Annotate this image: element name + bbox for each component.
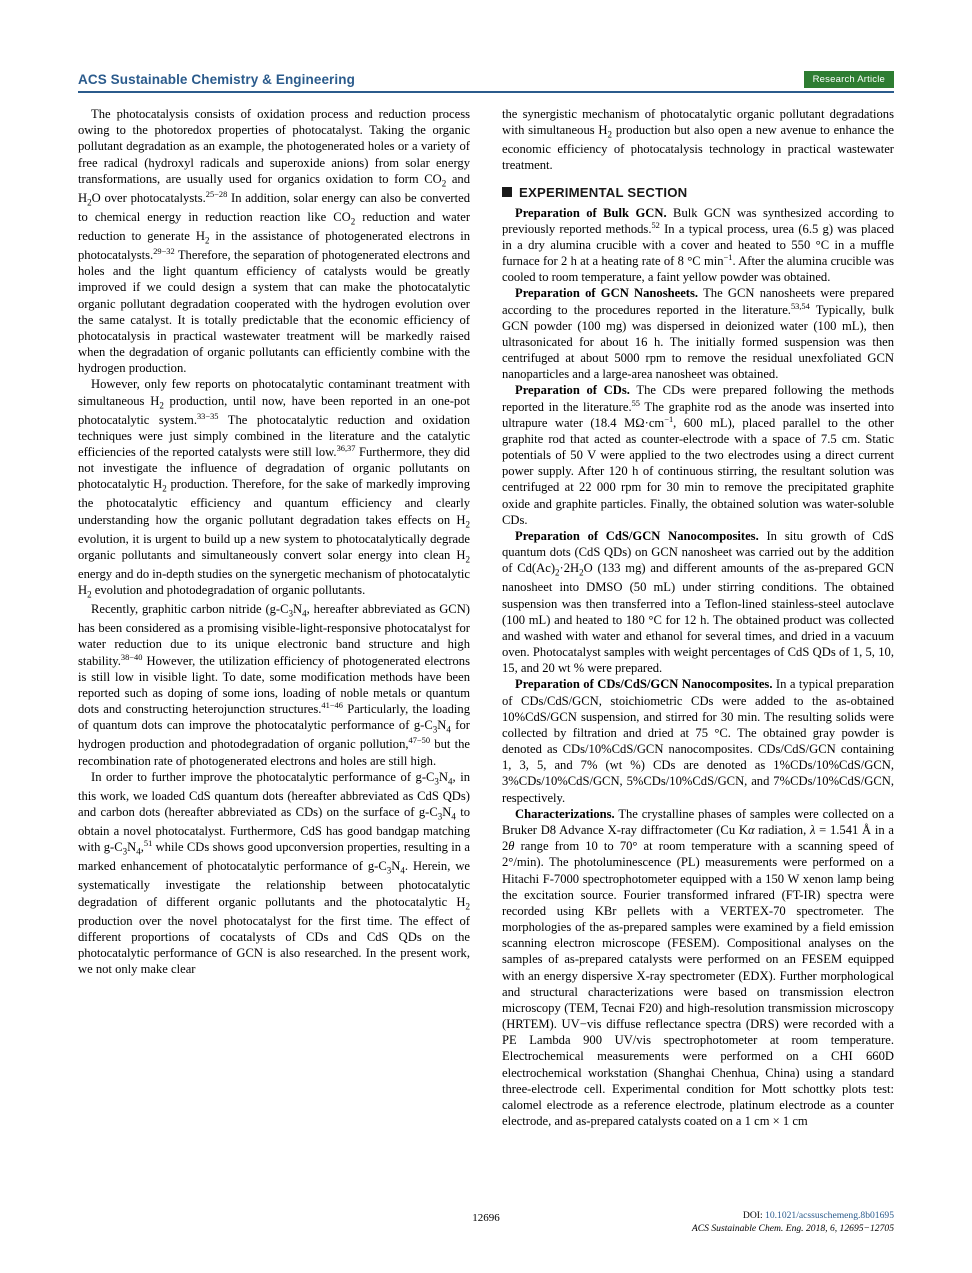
section-heading-experimental xyxy=(502,185,894,202)
footer-doi-block xyxy=(692,1210,894,1236)
page-number: 12696 xyxy=(472,1212,500,1224)
header-rule xyxy=(78,91,894,93)
doi-label: DOI: xyxy=(742,1210,763,1221)
subsection-cds-cds-gcn-nanocomposites: Preparation of CDs/CdS/GCN Nanocomposites. In a typical preparation of CDs/CdS/GCN, stoichiometric CDs were added to the as-obtained 10%CdS/GCN suspension, and stirred for 30 min. The resulting solids were collected by filtration and dried at 75 °C. The obtained gray powder is denoted as CDs/10%CdS/GCN nanocomposites. CDs/CdS/GCN containing 1, 3, 5, and 7% (wt %) CDs are denoted as 1%CDs/10%CdS/GCN, 3%CDs/10%CdS/GCN, 5%CDs/10%CdS/GCN, and 7%CDs/10%CdS/GCN, respectively. xyxy=(502,677,894,805)
paragraph-intro-3: Recently, graphitic carbon nitride ($g-C_3N_4$, hereafter abbreviated as GCN) has been considered as a promising visible-light-responsive photocatalyst for water reduction due to its unique electronic band structure and high stability.$^{38-40}$ However, the utilization efficiency of photogenerated electrons is still low in visible light. To date, some modification methods have been reported such as doping of some ions, loading of noble metals or quantum dots and constructing heterojunction structures.$^{41-46}$ Particularly, the loading of quantum dots can improve the photocatalytic performance of $g-C_3N_4$ for hydrogen production and photodegradation of organic pollution,$^{47-50}$ but the recombination rate of photogenerated electrons and holes are still high. xyxy=(78,602,470,768)
article-type-badge: Research Article xyxy=(804,71,894,88)
subsection-gcn-nanosheets: Preparation of GCN Nanosheets. The GCN nanosheets were prepared according to the procedures reported in the literature.$^{53,54}$ Typically, bulk GCN powder (100 mg) was dispersed in deionized water (100 mL), then ultrasonicated for about 16 h. The initially formed suspension was then centrifuged at about 5000 rpm to remove the residual unexfoliated GCN nanoparticles and a large-area nanosheet was obtained. xyxy=(502,286,894,382)
subsection-cds-gcn-nanocomposites: Preparation of CdS/GCN Nanocomposites. In situ growth of CdS quantum dots (CdS QDs) on GCN nanosheet was carried out by the addition of $Cd(Ac)_2\cdot 2H_2O$ (133 mg) and different amounts of the as-prepared GCN nanosheet into DMSO (50 mL) under stirring conditions. The obtained suspension was then transferred into a Teflon-lined stainless-steel autoclave (100 mL) and heated to 180 °C for 12 h. The obtained product was collected and washed with water and ethanol for several times, and dried in a vacuum oven. Photocatalyst samples with weight percentages of CdS QDs of 1, 5, 10, 15, and 20 wt % were prepared. xyxy=(502,528,894,676)
paragraph-continuation: the synergistic mechanism of photocatalytic organic pollutant degradations with simultaneous $H_2$ production but also open a new avenue to enhance the economic efficiency of photocatalysis technology in practical wastewater treatment. xyxy=(502,107,894,173)
subsection-heading-bulk-gcn: Preparation of Bulk GCN. xyxy=(515,205,667,220)
section-heading-label: EXPERIMENTAL SECTION xyxy=(519,184,688,200)
subsection-cds: Preparation of CDs. The CDs were prepared following the methods reported in the literature.$^{55}$ The graphite rod as the anode was inserted into ultrapure water (18.4 MΩ·cm$^{-1}$, 600 mL), placed parallel to the other graphite rod that acted as counter-electrode with a space of 7.5 cm. Static potentials of 50 V were applied to the two electrodes using a direct current power supply. After 120 h of continuous stirring, the resultant solution was centrifuged at 22 000 rpm for 30 min to remove the precipitated graphite oxide and graphite particles. Finally, the obtained solution was water-soluble CDs. xyxy=(502,383,894,527)
paragraph-intro-1: The photocatalysis consists of oxidation process and reduction process owing to the photoredox properties of photocatalyst. Taking the organic pollutant degradation as an example, the photogenerated holes or a variety of free radical (hydroxyl radicals and superoxide anions) from solar energy transformations, are usually used for organics oxidation to form $CO_2$ and $H_2O$ over photocatalysts.$^{25-28}$ In addition, solar energy can also be converted to chemical energy in reduction reaction like $CO_2$ reduction and water reduction to generate $H_2$ in the assistance of photogenerated electrons in photocatalysts.$^{29-32}$ Therefore, the separation of photogenerated electrons and holes and the light quantum efficiency of catalysts would be greatly improved if we could design a system that can make the photocatalytic organic pollutant degradation cooperated with the hydrogen evolution over the same catalyst. It is totally predictable that the economic efficiency of photocatalysis in practical wastewater treatment will be markedly raised when the degradation of organic pollutants can efficiently combine with the hydrogen production. xyxy=(78,107,471,376)
section-bullet-icon xyxy=(502,187,512,197)
citation-line: ACS Sustainable Chem. Eng. 2018, 6, 12695−12705 xyxy=(691,1222,894,1234)
left-column xyxy=(78,106,470,977)
subsection-bulk-gcn: Preparation of Bulk GCN. Bulk GCN was synthesized according to previously reported methods.$^{52}$ In a typical process, urea (6.5 g) was placed in a dry alumina crucible with a cover and heated to 550 °C in a muffle furnace for 2 h at a heating rate of 8 °C min$^{-1}$. After the alumina crucible was cooled to room temperature, a faint yellow powder was obtained. xyxy=(502,205,894,285)
doi-link[interactable]: 10.1021/acssuschemeng.8b01695 xyxy=(765,1210,894,1221)
subsection-heading-gcn-nanosheets: Preparation of GCN Nanosheets. xyxy=(515,286,699,301)
right-column xyxy=(502,106,894,1129)
subsection-characterizations: Characterizations. The crystalline phases of samples were collected on a Bruker D8 Advance X-ray diffractometer (Cu Kα radiation, λ = 1.541 Å in a 2θ range from 10 to 70° at room temperature with a scanning speed of 2°/min). The photoluminescence (PL) measurements were performed on a Hitachi F-7000 spectrophotometer equipped with a 150 W xenon lamp being the excitation source. Fourier transformed infrared (FT-IR) spectra were recorded using KBr pellets with a VERTEX-70 spectrometer. The morphologies of the as-prepared samples were examined by a field emission scanning electron microscope (FESEM). Compositional analyses on the samples of as-prepared catalysts were performed on an FESEM equipped with an energy dispersive X-ray spectrometer (EDX). Further morphological and structural characterizations were based on transmission electron microscopy (TEM, Tecnai F20) and high-resolution transmission microscopy (HRTEM). UV−vis diffuse reflectance spectra (DRS) were recorded with a PE Lambda 900 UV/vis spectrophotometer at room temperature. Electrochemical measurements were performed on a CHI 660D electrochemical workstation (Shanghai Chenhua, China) using a standard three-electrode cell. Experimental condition for Mott schottky plots test: calomel electrode as a reference electrode, platinum electrode as a counter electrode, and as-prepared catalysts coated on a 1 cm × 1 cm xyxy=(502,806,894,1129)
subsection-heading-cds-cds-gcn: Preparation of CDs/CdS/GCN Nanocomposites. xyxy=(515,677,773,692)
subsection-heading-cds-gcn: Preparation of CdS/GCN Nanocomposites. xyxy=(515,528,759,543)
page-footer xyxy=(78,1212,894,1252)
running-head xyxy=(78,72,894,96)
journal-title: ACS Sustainable Chemistry & Engineering xyxy=(78,72,355,87)
paragraph-intro-4: In order to further improve the photocatalytic performance of $g-C_3N_4$, in this work, we loaded CdS quantum dots (hereafter abbreviated as CdS QDs) and carbon dots (hereafter abbreviated as CDs) on the surface of $g-C_3N_4$ to obtain a novel photocatalyst. Furthermore, CdS has good bandgap matching with $g-C_3N_4,^{51}$ while CDs shows good upconversion properties, resulting in a marked enhancement of photocatalytic performance of $g-C_3N_4$. Herein, we systematically investigate the relationship between photocatalytic degradation of different organic pollutants and the photocatalytic $H_2$ production over the novel photocatalyst for the first time. The effect of different proportions of cocatalysts of CDs and CdS QDs on the photocatalytic performance of GCN is also researched. In the present work, we not only make clear xyxy=(78,769,471,977)
subsection-heading-characterizations: Characterizations. xyxy=(515,806,615,821)
paragraph-intro-2: However, only few reports on photocatalytic contaminant treatment with simultaneous $H_2$ production, until now, have been reported in an one-pot photocatalytic system.$^{33-35}$ The photocatalytic reduction and oxidation techniques were just simply combined in the literature and the catalytic efficiencies of the reported catalysts were still low.$^{36,37}$ Furthermore, they did not investigate the influence of degradation of organic pollutants on photocatalytic $H_2$ production. Therefore, for the sake of markedly improving the photocatalytic efficiency and quantum efficiency and clearly understanding how the organic pollutant degradation takes effects on $H_2$ evolution, it is urgent to build up a new system to photocatalytically degrade organic pollutants and simultaneously convert solar energy into clean $H_2$ energy and do in-depth studies on the synergetic mechanism of photocatalytic $H_2$ evolution and photodegradation of organic pollutants. xyxy=(78,377,470,600)
subsection-heading-cds: Preparation of CDs. xyxy=(515,383,630,398)
